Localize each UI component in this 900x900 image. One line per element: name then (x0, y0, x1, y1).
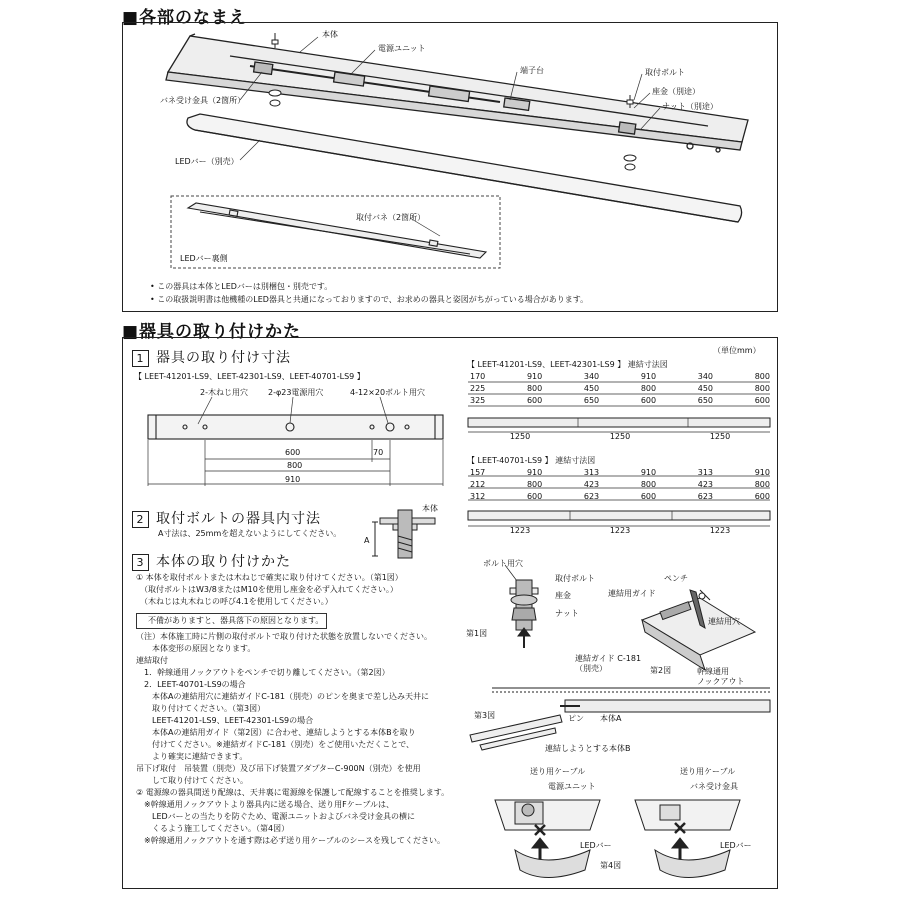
fig-label-pin: ピン (568, 714, 584, 723)
table2-cell: 800 (754, 480, 770, 489)
fig-label-fig1: 第1図 (466, 629, 488, 638)
unit-label: （単位mm） (713, 346, 761, 355)
note-2: • この取扱説明書は他機種のLED器具と共通になっておりますので、お求めの器具と姿図がちがっている場合があります。 (150, 295, 589, 304)
table1-total: 1250 (509, 432, 531, 441)
table1-cell: 800 (754, 372, 770, 381)
table2-cell: 157 (470, 468, 486, 477)
instruction-line: より確実に連結できます。 (136, 752, 248, 761)
table2-cell: 910 (526, 468, 543, 477)
subsection-2-number: 2 (132, 511, 149, 528)
table2-cell: 600 (640, 492, 657, 501)
instruction-line: ※幹線通用ノックアウトより器具内に送る場合、送り用Fケーブルは、 (136, 800, 395, 809)
fig-label-power-unit: 電源ユニット (548, 782, 596, 791)
instruction-line: 2．LEET-40701-LS9の場合 (136, 680, 246, 689)
fig-label-washer: 座金 (555, 591, 571, 600)
fig-label-link-guide: 連結用ガイド (608, 589, 656, 598)
table1-cell: 340 (583, 372, 600, 381)
instruction-line: （注）本体施工時に片側の取付ボルトで取り付けた状態を放置しないでください。 (136, 632, 432, 641)
table1-cell: 450 (583, 384, 600, 393)
table2-cell: 313 (583, 468, 600, 477)
table2-total: 1223 (509, 526, 531, 535)
instruction-line: （取付ボルトはW3/8またはM10を使用し座金を必ず入れてください。） (136, 585, 398, 594)
table2-cell: 423 (583, 480, 600, 489)
instruction-line: 1．幹線通用ノックアウトをペンチで切り離してください。（第2図） (136, 668, 390, 677)
instruction-line: 取り付けてください。（第3図） (136, 704, 266, 713)
fig-label-send-cable-2: 送り用ケーブル (680, 767, 736, 776)
sub2-body-label: 本体 (422, 504, 438, 513)
label-body: 本体 (322, 30, 338, 39)
instruction-line: ① 本体を取付ボルトまたは木ねじで確実に取り付けてください。（第1図） (136, 573, 403, 582)
fig-label-led-bar-1: LEDバー (580, 841, 612, 850)
table1-cell: 650 (697, 396, 714, 405)
table1-cell: 170 (470, 372, 486, 381)
fig-label-body-b: 連結しようとする本体B (545, 744, 631, 753)
table1-cell: 910 (526, 372, 543, 381)
table1-cell: 340 (697, 372, 714, 381)
fig-label-fig3: 第3図 (474, 711, 496, 720)
subsection-1-number: 1 (132, 350, 149, 367)
table2-cell: 600 (754, 492, 770, 501)
table2-title: 【 LEET-40701-LS9 】 連結寸法図 (467, 456, 596, 465)
fig-label-link-hole: 連結用穴 (708, 617, 740, 626)
instruction-line: LEDバーとの当たりを防ぐため、電源ユニットおよびバネ受け金具の横に (136, 812, 416, 821)
table1-title: 【 LEET-41201-LS9、LEET-42301-LS9 】 連結寸法図 (467, 360, 668, 369)
table2-cell: 623 (697, 492, 714, 501)
table2-total: 1223 (609, 526, 631, 535)
table2-cell: 600 (526, 492, 543, 501)
hole-label-wood: 2-木ねじ用穴 (200, 388, 248, 397)
instruction-line: 吊下げ取付 吊装置（別売）及び吊下げ装置アダプターC-900N（別売）を使用 (136, 764, 421, 773)
label-spring-bracket: バネ受け金具（2箇所） (160, 96, 246, 105)
subsection-3-title: 本体の取り付けかた (156, 554, 291, 570)
figure-2-drawing (642, 590, 755, 670)
fig-label-spring-bracket: バネ受け金具 (690, 782, 738, 791)
dim-910: 910 (285, 475, 301, 484)
subsection-2-title: 取付ボルトの器具内寸法 (156, 511, 321, 527)
table2-cell: 312 (470, 492, 486, 501)
table1-cell: 650 (583, 396, 600, 405)
fig-label-body-a: 本体A (600, 714, 622, 723)
fig-label-fig2: 第2図 (650, 666, 672, 675)
table1-cell: 600 (640, 396, 657, 405)
label-nut: ナット（別途） (662, 102, 718, 111)
table1-cell: 225 (470, 384, 486, 393)
table2-cell: 212 (470, 480, 486, 489)
table1-cell: 800 (526, 384, 543, 393)
fig-label-led-bar-2: LEDバー (720, 841, 752, 850)
table1-cell: 450 (697, 384, 714, 393)
fig-label-send-cable-1: 送り用ケーブル (530, 767, 586, 776)
sub2-a-label: A (364, 536, 370, 545)
hole-label-bolt: 4-12×20ボルト用穴 (350, 388, 426, 397)
table1-total: 1250 (709, 432, 731, 441)
table2-cell: 423 (697, 480, 714, 489)
table1-total: 1250 (609, 432, 631, 441)
instruction-line: 本体Aの連結用ガイド（第2図）に合わせ、連結しようとする本体Bを取り (136, 728, 416, 737)
table1-cell: 800 (754, 384, 770, 393)
section-title-install: ■器具の取り付けかた (122, 322, 302, 342)
fig-label-nut: ナット (555, 609, 579, 618)
instruction-line: 本体変形の原因となります。 (136, 644, 256, 653)
label-mount-bolt: 取付ボルト (645, 68, 685, 77)
table2-cell: 910 (640, 468, 657, 477)
fig-label-fig4: 第4図 (600, 861, 622, 870)
instruction-line: ② 電源線の器具間送り配線は、天井裏に電源線を保護して配線することを推奨します。 (136, 788, 450, 797)
sub1-models: 【 LEET-41201-LS9、LEET-42301-LS9、LEET-40701-LS9 】 (134, 372, 365, 381)
table2-cell: 800 (526, 480, 543, 489)
fig-label-bolt-hole: ボルト用穴 (483, 559, 523, 568)
label-power-unit: 電源ユニット (378, 44, 426, 53)
table1-cell: 325 (470, 396, 486, 405)
fig-label-pliers: ペンチ (664, 574, 688, 583)
instruction-line: して取り付けてください。 (136, 776, 248, 785)
label-mount-spring: 取付バネ（2箇所） (356, 213, 426, 222)
fig-label-knockout: 幹線通用 ノックアウト (697, 667, 745, 686)
note-1: • この器具は本体とLEDバーは別梱包・別売です。 (150, 282, 333, 291)
instruction-warning: 不備がありますと、器具落下の原因となります。 (136, 613, 327, 629)
table1-cell: 600 (526, 396, 543, 405)
table2-cell: 910 (754, 468, 770, 477)
instruction-line: （木ねじは丸木ねじの呼び4.1を使用してください。） (136, 597, 333, 606)
instruction-line: ※幹線通用ノックアウトを通す際は必ず送り用ケーブルのシースを残してください。 (136, 836, 446, 845)
instruction-line: 本体Aの連結用穴に連結ガイドC-181（別売）のピンを奥まで差し込み天井に (136, 692, 429, 701)
label-terminal-block: 端子台 (520, 66, 544, 75)
label-led-bar: LEDバー（別売） (175, 157, 239, 166)
subsection-1-title: 器具の取り付け寸法 (156, 350, 291, 366)
instruction-line: 付けてください。※連結ガイドC-181（別売）をご使用いただくことで、 (136, 740, 415, 749)
dim-600: 600 (285, 448, 301, 457)
dim-800: 800 (287, 461, 303, 470)
fig-label-guide-c181: 連結ガイド C-181 （別売） (575, 654, 642, 673)
section-title-parts: ■各部のなまえ (122, 8, 248, 28)
table1-cell: 910 (640, 372, 657, 381)
table1-cell: 800 (640, 384, 657, 393)
sub2-desc: A寸法は、25mmを超えないようにしてください。 (158, 529, 342, 538)
table2-cell: 800 (640, 480, 657, 489)
label-washer: 座金（別途） (652, 87, 700, 96)
label-led-bar-back: LEDバー裏側 (180, 254, 228, 263)
subsection-3-number: 3 (132, 554, 149, 571)
instruction-line: LEET-41201-LS9、LEET-42301-LS9の場合 (136, 716, 314, 725)
instruction-line: 連結取付 (136, 656, 168, 665)
table2-total: 1223 (709, 526, 731, 535)
instruction-line: くるよう施工してください。（第4図） (136, 824, 290, 833)
table2-cell: 623 (583, 492, 600, 501)
hole-label-power: 2-φ23電源用穴 (268, 388, 324, 397)
table1-cell: 600 (754, 396, 770, 405)
figure-1-drawing (505, 565, 538, 648)
dim-70: 70 (373, 448, 384, 457)
table2-cell: 313 (697, 468, 714, 477)
fig-label-bolt: 取付ボルト (555, 574, 595, 583)
